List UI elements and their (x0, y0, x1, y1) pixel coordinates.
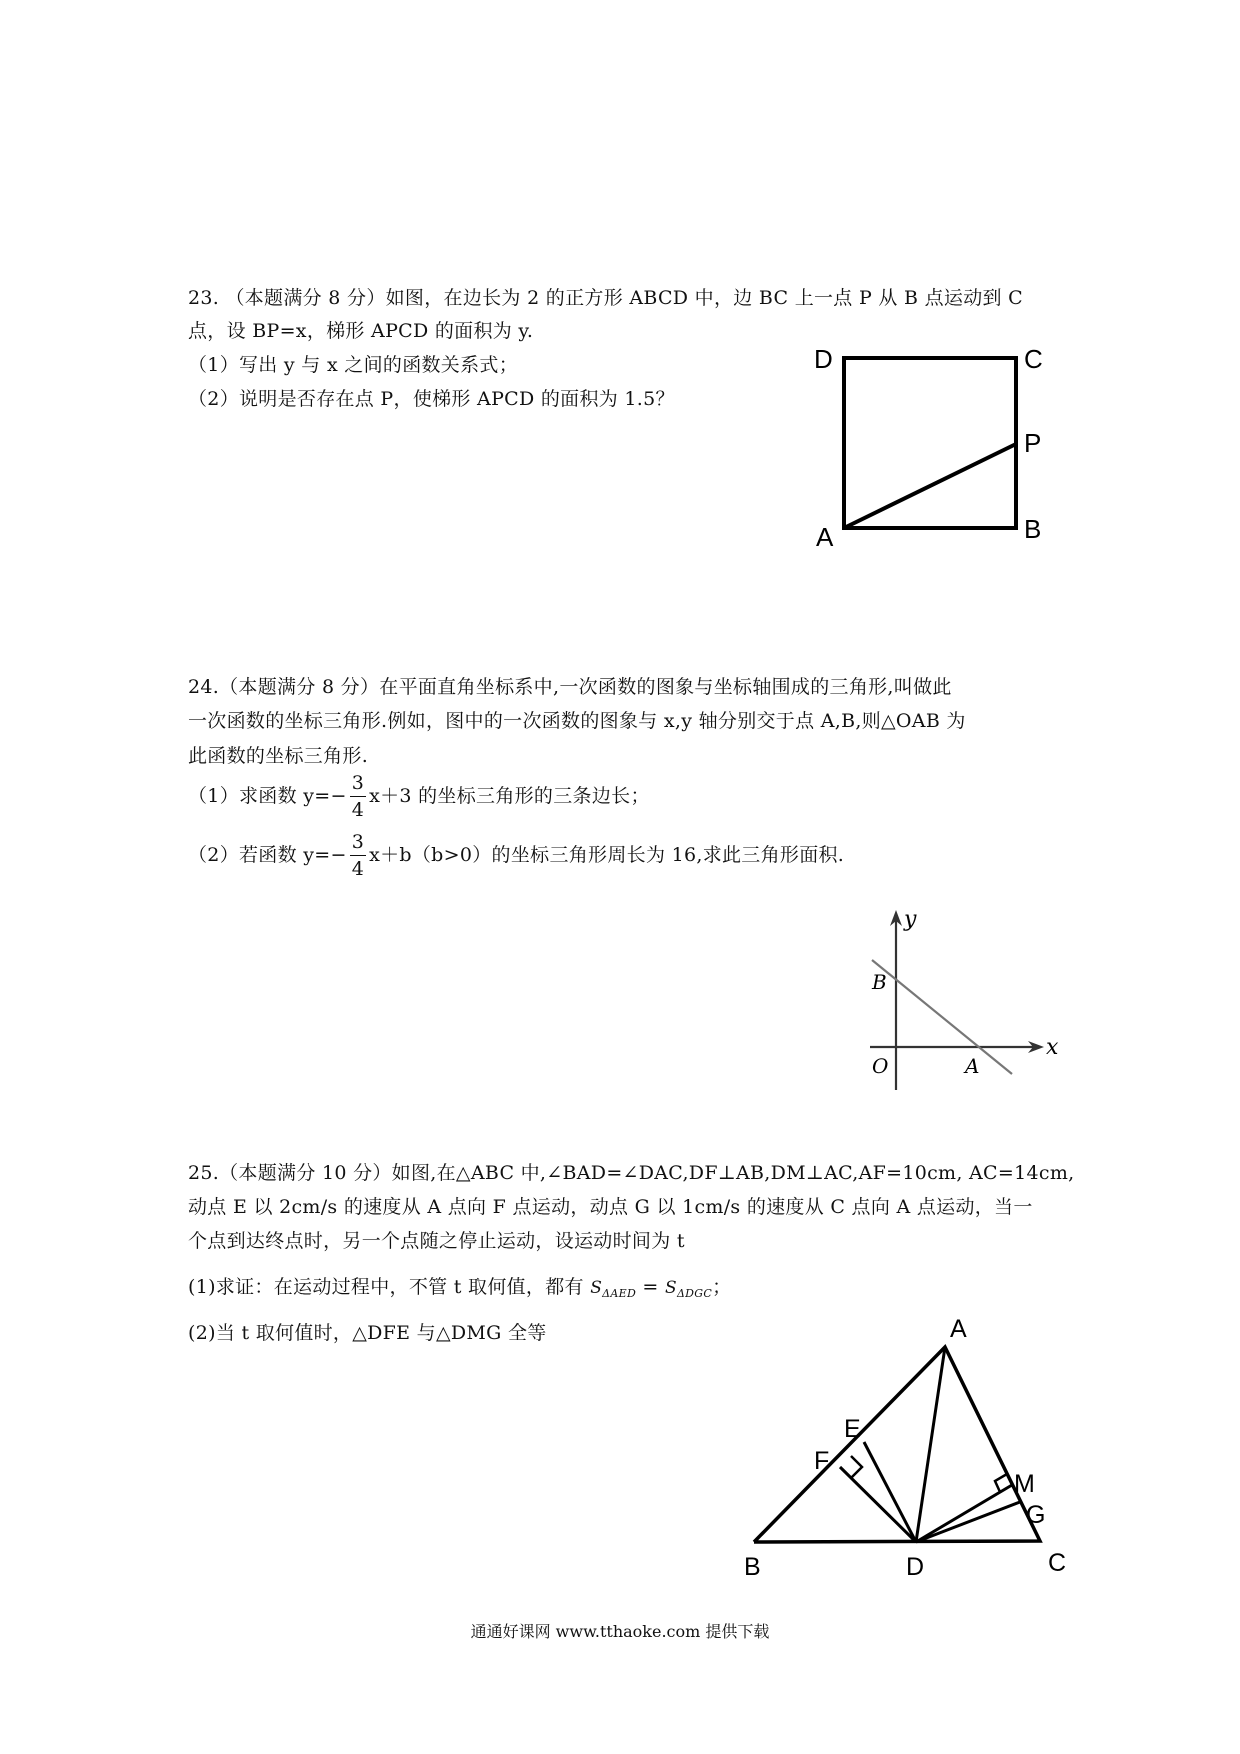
fraction-denominator: 4 (351, 858, 365, 880)
segment-de (864, 1442, 916, 1542)
q24-part1-pre: （1）求函数 y=− (188, 785, 347, 807)
page-footer: 通通好课网 www.tthaoke.com 提供下载 (470, 1622, 770, 1641)
label-c: C (1048, 1549, 1067, 1577)
label-d: D (814, 344, 833, 374)
label-a: A (950, 1315, 967, 1343)
q24-part2 (188, 833, 844, 879)
triangle-abc (754, 1347, 1040, 1542)
label-a: A (965, 1054, 980, 1078)
q24-part2-pre: （2）若函数 y=− (188, 844, 347, 866)
fraction-numerator: 3 (350, 774, 366, 797)
q24-part2-post: x＋b（b>0）的坐标三角形周长为 16,求此三角形面积. (369, 844, 845, 866)
segment-ad (916, 1347, 945, 1542)
q23-part2: （2）说明是否存在点 P，使梯形 APCD 的面积为 1.5？ (188, 388, 675, 410)
q25-part1-pre: (1)求证：在运动过程中，不管 t 取何值，都有 (188, 1276, 584, 1298)
area-dgc: $S_{\Delta DGC}$ (664, 1278, 713, 1300)
q25-part1 (188, 1272, 731, 1300)
label-b: B (872, 970, 887, 994)
q25-part1-post: ； (712, 1276, 732, 1298)
fraction-numerator: 3 (350, 833, 366, 856)
fraction-3-4 (350, 774, 366, 820)
q25-line3: 个点到达终点时，另一个点随之停止运动，设运动时间为 t (188, 1230, 685, 1252)
q25-part2: (2)当 t 取何值时，△DFE 与△DMG 全等 (188, 1322, 547, 1344)
label-y: y (904, 907, 917, 932)
label-o: O (872, 1054, 889, 1078)
q24-line3: 此函数的坐标三角形. (188, 745, 369, 767)
label-f: F (814, 1447, 830, 1475)
label-x: x (1046, 1035, 1059, 1060)
segment-dm (916, 1485, 1012, 1542)
q24-part1 (188, 774, 650, 820)
fraction-denominator: 4 (351, 799, 365, 821)
equals-sign: = (636, 1276, 665, 1298)
label-p: P (1024, 428, 1042, 458)
square-abcd (844, 358, 1016, 528)
function-line (872, 960, 1012, 1074)
q23-line1: 23. （本题满分 8 分）如图，在边长为 2 的正方形 ABCD 中，边 BC 上一点 P 从 B 点运动到 C (188, 287, 1023, 309)
fraction-3-4 (350, 833, 366, 879)
q23-part1: （1）写出 y 与 x 之间的函数关系式； (188, 354, 518, 376)
right-angle-f (851, 1456, 862, 1478)
segment-ap (844, 444, 1016, 528)
label-c: C (1024, 344, 1043, 374)
label-e: E (844, 1415, 861, 1443)
q24-coordinate-figure (860, 900, 1080, 1100)
label-g: G (1026, 1501, 1046, 1529)
q25-line2: 动点 E 以 2cm/s 的速度从 A 点向 F 点运动，动点 G 以 1cm/s 的速度从 C 点向 A 点运动，当一 (188, 1196, 1033, 1218)
segment-dg (916, 1502, 1020, 1542)
q24-line2: 一次函数的坐标三角形.例如，图中的一次函数的图象与 x,y 轴分别交于点 A,B,则△OAB 为 (188, 710, 966, 732)
q24-part1-post: x＋3 的坐标三角形的三条边长； (369, 785, 650, 807)
label-m: M (1014, 1470, 1035, 1498)
area-aed: $S_{\Delta AED}$ (590, 1278, 637, 1300)
label-d: D (906, 1553, 925, 1581)
label-b: B (1024, 514, 1042, 544)
q23-line2: 点，设 BP=x，梯形 APCD 的面积为 y. (188, 320, 534, 342)
label-b: B (744, 1553, 761, 1581)
label-a: A (816, 522, 834, 552)
q24-line1: 24.（本题满分 8 分）在平面直角坐标系中,一次函数的图象与坐标轴围成的三角形,叫做此 (188, 676, 952, 698)
q25-line1: 25.（本题满分 10 分）如图,在△ABC 中,∠BAD=∠DAC,DF⊥AB,DM⊥AC,AF=10cm, AC=14cm, (188, 1162, 1075, 1184)
q23-square-figure (810, 340, 1060, 555)
q25-triangle-figure (720, 1305, 1100, 1605)
